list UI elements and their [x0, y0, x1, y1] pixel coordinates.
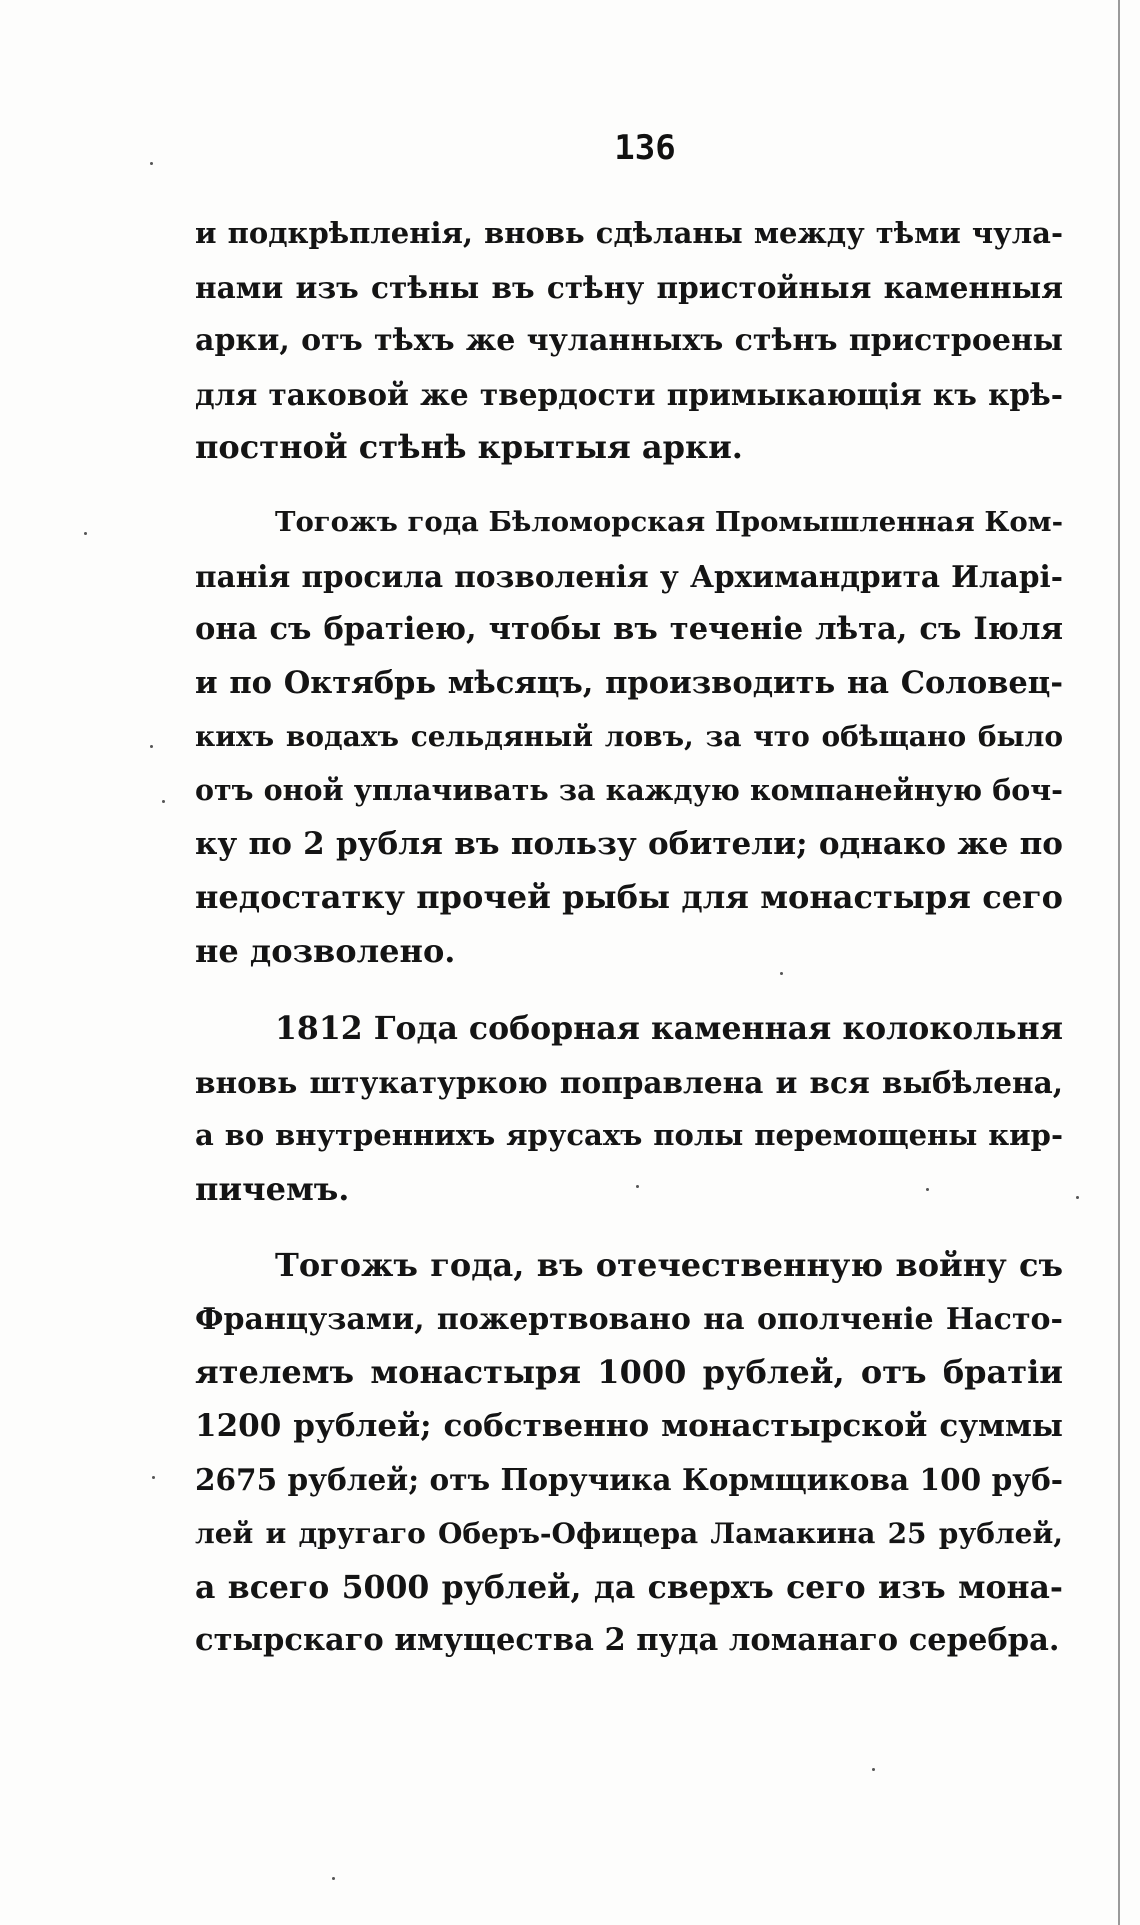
text-line: стырскаго имущества 2 пуда ломанаго серебра. — [195, 1622, 1060, 1659]
paragraph-3 — [195, 1002, 1063, 1216]
page-number: 136 — [614, 128, 676, 168]
text-line: а во внутреннихъ ярусахъ полы перемощены кир- — [195, 1118, 1063, 1153]
text-line: вновь штукатуркою поправлена и вся выбѣлена, — [195, 1064, 1063, 1100]
text-line: отъ оной уплачивать за каждую компанейную боч- — [195, 772, 1063, 807]
scan-speck — [872, 1768, 875, 1771]
text-line: кихъ водахъ сельдяный ловъ, за что обѣщано было — [195, 720, 1063, 754]
text-line: нами изъ стѣны въ стѣну пристойныя каменныя — [195, 269, 1063, 305]
text-line: и по Октябрь мѣсяцъ, производить на Соловец- — [195, 664, 1063, 701]
text-line: Тогожъ года Бѣломорская Промышленная Ком- — [275, 506, 1063, 538]
text-line: а всего 5000 рублей, да сверхъ сего изъ мона- — [195, 1568, 1063, 1606]
page-edge-line — [1118, 0, 1120, 1925]
text-line: арки, отъ тѣхъ же чуланныхъ стѣнъ пристроены — [195, 323, 1063, 359]
text-line: 2675 рублей; отъ Поручика Кормщикова 100 руб- — [195, 1462, 1063, 1498]
scan-speck — [332, 1877, 335, 1880]
text-line: для таковой же твердости примыкающія къ крѣ- — [195, 376, 1063, 412]
text-line: ятелемъ монастыря 1000 рублей, отъ братіи — [195, 1353, 1063, 1392]
text-line: 1812 Года соборная каменная колокольня — [275, 1010, 1063, 1047]
paragraph-4 — [195, 1239, 1063, 1668]
scan-speck — [926, 1188, 929, 1191]
scan-speck — [150, 162, 153, 165]
text-line: панія просила позволенія у Архимандрита Иларі- — [195, 558, 1063, 594]
scan-speck — [152, 1476, 155, 1479]
text-line: и подкрѣпленія, вновь сдѣланы между тѣми чула- — [195, 216, 1063, 250]
scan-speck — [84, 532, 87, 535]
text-line: недостатку прочей рыбы для монастыря сего — [195, 878, 1063, 917]
text-line: постной стѣнѣ крытыя арки. — [195, 428, 743, 467]
text-line: пичемъ. — [195, 1169, 350, 1208]
text-line: лей и другаго Оберъ-Офицера Ламакина 25 рублей, — [195, 1516, 1063, 1550]
paragraph-2 — [195, 496, 1063, 978]
scan-speck — [162, 800, 165, 803]
scan-speck — [150, 745, 153, 748]
text-line: не дозволено. — [195, 931, 456, 970]
text-line: она съ братіею, чтобы въ теченіе лѣта, съ Іюля — [195, 611, 1063, 648]
text-line: Французами, пожертвовано на ополченіе Насто- — [195, 1301, 1063, 1337]
scan-speck — [1076, 1196, 1079, 1199]
paragraph-1 — [195, 207, 1063, 475]
scan-speck — [636, 1185, 639, 1188]
text-line: 1200 рублей; собственно монастырской суммы — [195, 1407, 1063, 1444]
scan-speck — [780, 972, 783, 975]
text-line: ку по 2 рубля въ пользу обители; однако же по — [195, 825, 1063, 862]
text-line: Тогожъ года, въ отечественную войну съ — [275, 1246, 1063, 1284]
